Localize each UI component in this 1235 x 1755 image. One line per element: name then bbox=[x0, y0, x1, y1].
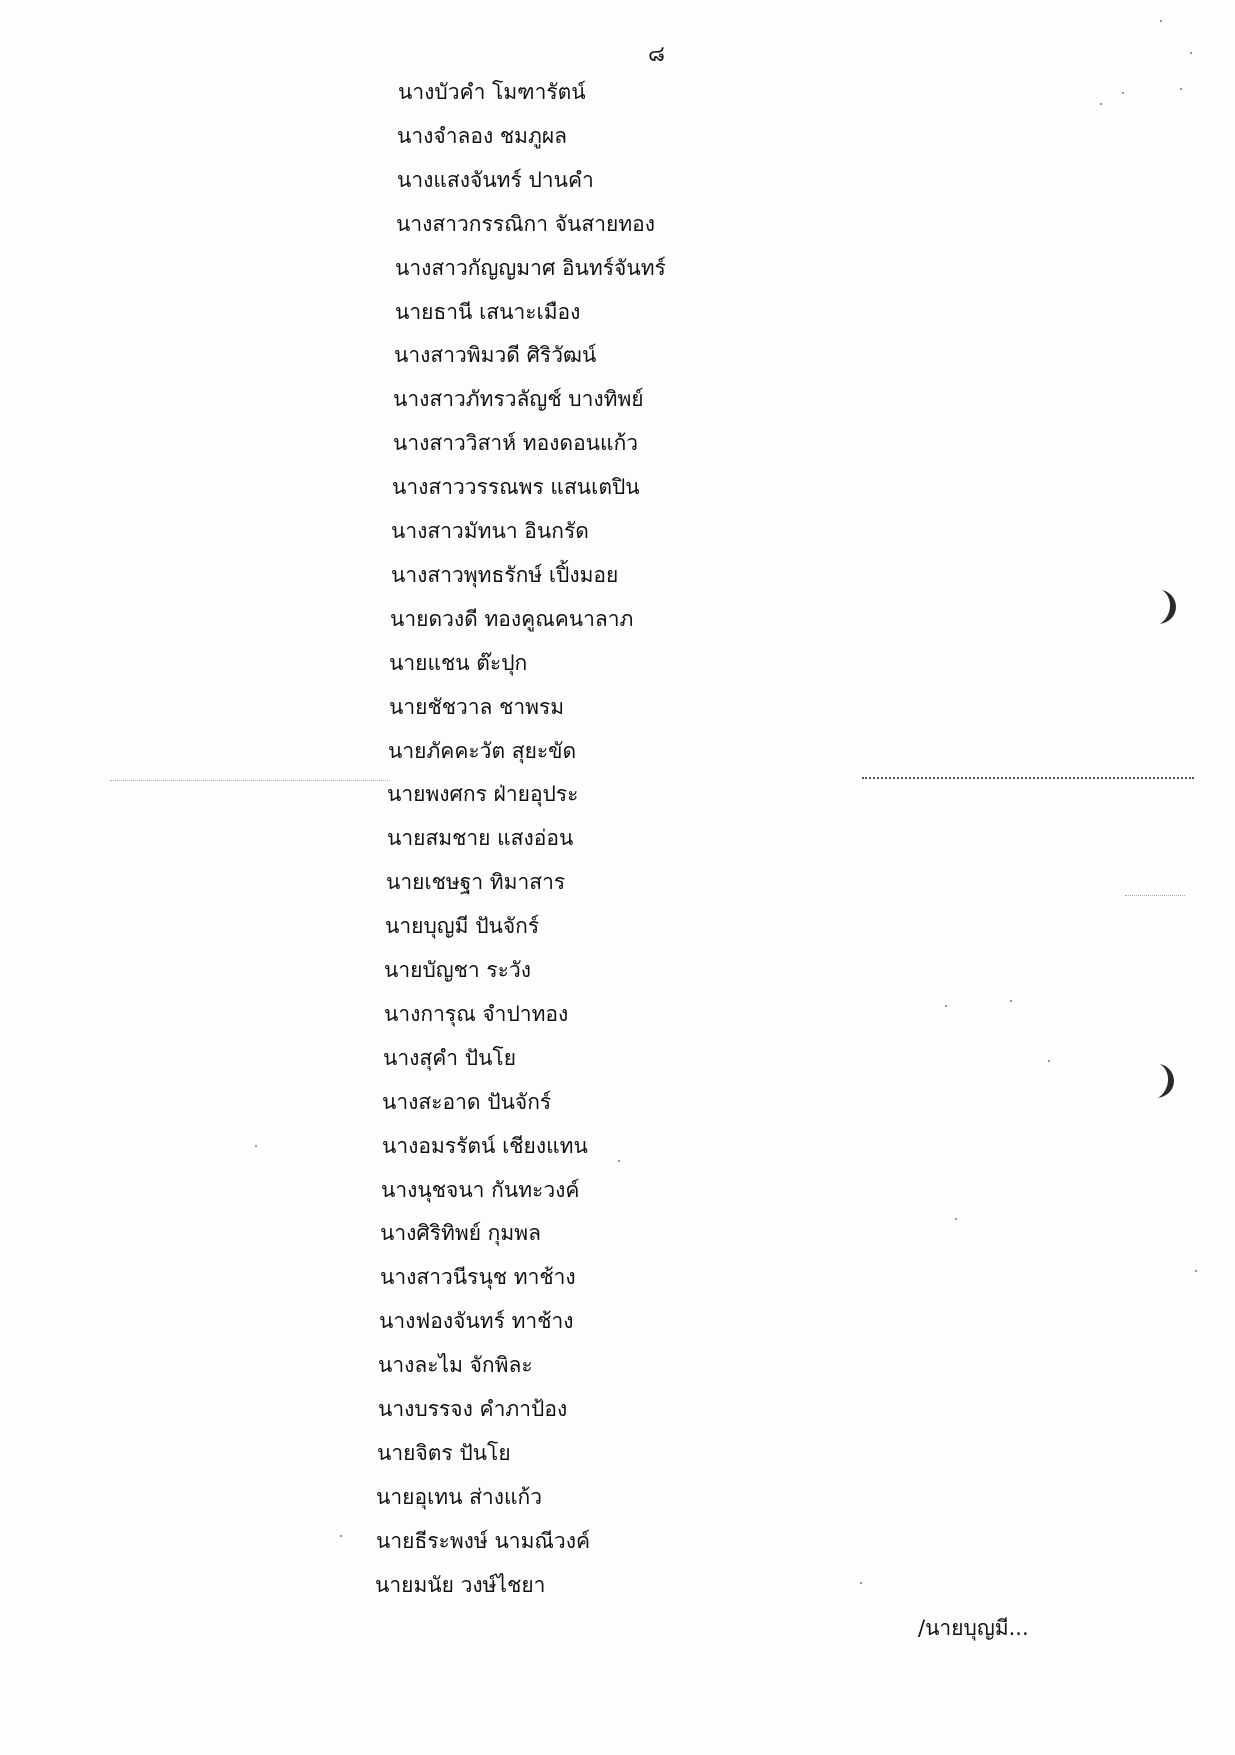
name-list-item: นางสาวภัทรวลัญช์ บางทิพย์ bbox=[393, 387, 644, 411]
name-list-item: นายบัญชา ระวัง bbox=[384, 958, 531, 982]
name-list-item: นางสะอาด ปันจักร์ bbox=[382, 1090, 552, 1114]
name-list-item: นางสาวกรรณิกา จันสายทอง bbox=[396, 212, 656, 236]
name-list-item: นายสมชาย แสงอ่อน bbox=[387, 826, 574, 850]
scan-speck bbox=[1010, 1000, 1012, 1002]
name-list-item: นางบัวคำ โมฑารัตน์ bbox=[398, 80, 586, 104]
scan-speck bbox=[945, 1005, 947, 1007]
name-list-item: นายอุเทน ส่างแก้ว bbox=[376, 1485, 543, 1509]
name-list-item: นางสาวพิมวดี ศิริวัฒน์ bbox=[394, 343, 597, 367]
name-list-item: นางนุชจนา กันทะวงค์ bbox=[381, 1178, 580, 1202]
scan-speck bbox=[1122, 92, 1124, 94]
binder-hole-mark-bottom bbox=[1152, 1062, 1182, 1100]
name-list-item: นางการุณ จำปาทอง bbox=[384, 1002, 569, 1026]
name-list-item: นางสาวกัญญมาศ อินทร์จันทร์ bbox=[395, 256, 666, 280]
scan-speck bbox=[1180, 88, 1182, 90]
name-list-item: นางฟองจันทร์ ทาช้าง bbox=[379, 1309, 574, 1333]
name-list-item: นายธานี เสนาะเมือง bbox=[395, 300, 581, 324]
name-list-item: นายมนัย วงษ์ไชยา bbox=[375, 1573, 546, 1597]
name-list-item: นางจำลอง ชมภูผล bbox=[397, 124, 568, 148]
scan-speck bbox=[1048, 1060, 1050, 1062]
scan-speck bbox=[1195, 1270, 1197, 1272]
name-list-item: นายจิตร ปันโย bbox=[377, 1441, 511, 1465]
scan-artifact-rule bbox=[862, 777, 1194, 779]
name-list-item: นางสาวนีรนุช ทาช้าง bbox=[380, 1265, 576, 1289]
continuation-note: /นายบุญมี... bbox=[918, 1616, 1029, 1640]
scan-speck bbox=[955, 1218, 957, 1220]
name-list-item: นางอมรรัตน์ เชียงแทน bbox=[382, 1134, 588, 1158]
name-list-item: นางแสงจันทร์ ปานคำ bbox=[397, 168, 594, 192]
name-list-item: นางศิริทิพย์ กุมพล bbox=[380, 1221, 541, 1245]
name-list-item: นางบรรจง คำภาป้อง bbox=[378, 1397, 568, 1421]
scan-speck bbox=[1100, 103, 1102, 105]
name-list-item: นางสุคำ ปันโย bbox=[383, 1046, 517, 1070]
binder-hole-mark-top bbox=[1154, 588, 1184, 626]
scan-speck bbox=[1160, 20, 1162, 22]
page-number: ๘ bbox=[648, 42, 665, 67]
name-list-item: นายดวงดี ทองคูณคนาลาภ bbox=[390, 607, 634, 631]
name-list-item: นายพงศกร ฝ่ายอุประ bbox=[387, 782, 579, 806]
name-list-item: นางสาววิสาห์ ทองดอนแก้ว bbox=[393, 431, 639, 455]
scan-speck bbox=[618, 1160, 620, 1162]
scan-speck bbox=[1190, 52, 1192, 54]
name-list-item: นายชัชวาล ชาพรม bbox=[389, 695, 565, 719]
name-list-item: นางสาวมัทนา อินกรัด bbox=[391, 519, 589, 543]
scan-artifact-rule-small bbox=[1125, 895, 1185, 896]
name-list-item: นายธีระพงษ์ นามณีวงค์ bbox=[376, 1529, 591, 1553]
name-list-item: นายเชษฐา ทิมาสาร bbox=[386, 870, 566, 894]
name-list-item: นายแชน ต๊ะปุก bbox=[389, 651, 528, 675]
name-list-item: นางสาววรรณพร แสนเตปิน bbox=[392, 475, 640, 499]
name-list-item: นางสาวพุทธรักษ์ เปิ้งมอย bbox=[391, 563, 619, 587]
scan-speck bbox=[860, 1582, 862, 1584]
name-list-item: นายภัคคะวัต สุยะขัด bbox=[388, 739, 577, 763]
scan-speck bbox=[255, 1145, 257, 1147]
scan-artifact-rule-left bbox=[110, 780, 390, 781]
name-list-item: นายบุญมี ปันจักร์ bbox=[385, 914, 540, 938]
scan-speck bbox=[340, 1535, 342, 1537]
name-list-item: นางละไม จักพิละ bbox=[378, 1353, 533, 1377]
